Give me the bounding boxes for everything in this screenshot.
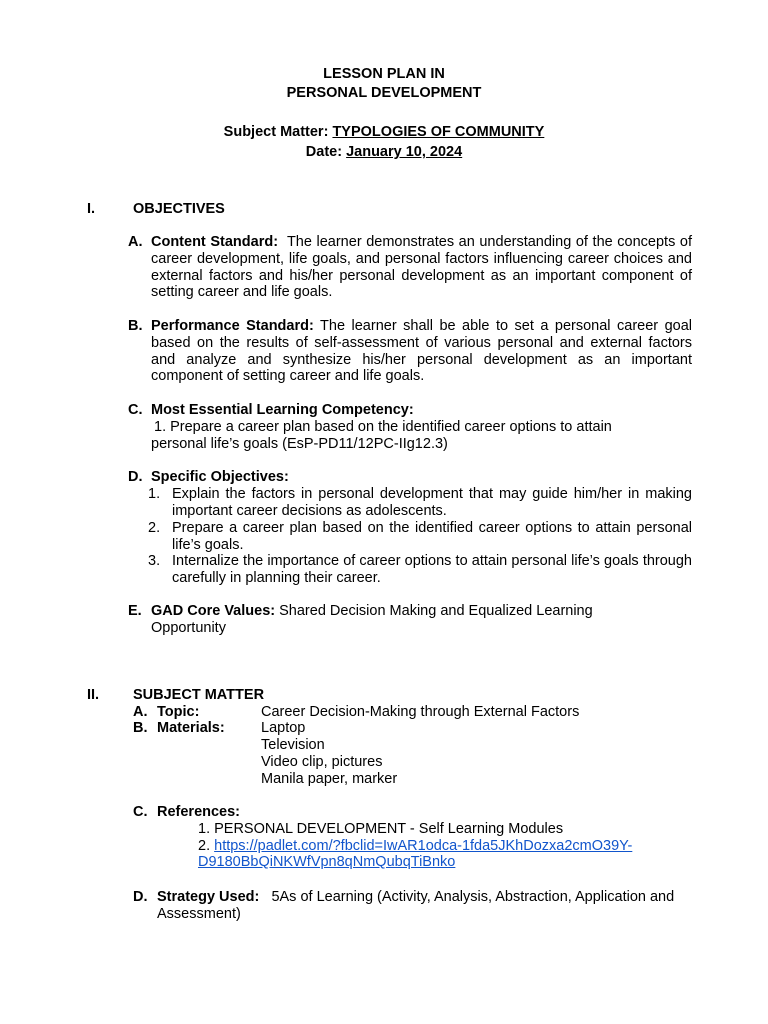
reference-1: 1. PERSONAL DEVELOPMENT - Self Learning Modules xyxy=(198,821,564,837)
performance-standard-label: Performance Standard: xyxy=(151,318,314,334)
strategy-marker: D. xyxy=(133,889,148,905)
date-value: January 10, 2024 xyxy=(346,144,463,160)
title-line-2: PERSONAL DEVELOPMENT xyxy=(286,85,482,101)
content-standard-label: Content Standard: xyxy=(151,234,279,250)
performance-standard-marker: B. xyxy=(128,318,143,334)
specific-objective-text-3: Internalize the importance of career options to attain personal life’s goals through carefully in planning their career. xyxy=(172,553,692,586)
performance-standard-text: The learner shall be able to set a personal career goal based on the results of self-assessment of various personal and external factors and analyze and synthesize his/her personal development as an important component of setting career and life goals. xyxy=(151,318,692,385)
content-standard-paragraph xyxy=(151,234,692,301)
title-line-1: LESSON PLAN IN xyxy=(323,66,445,82)
gad-marker: E. xyxy=(128,603,142,619)
topic-label: Topic: xyxy=(157,704,200,720)
strategy-label: Strategy Used: xyxy=(157,889,260,905)
subject-matter-line xyxy=(0,124,768,141)
specific-objectives-label: Specific Objectives: xyxy=(151,469,289,485)
topic-value: Career Decision-Making through External Factors xyxy=(261,704,580,720)
melc-marker: C. xyxy=(128,402,143,418)
melc-label: Most Essential Learning Competency: xyxy=(151,402,414,418)
gad-label: GAD Core Values: xyxy=(151,603,276,619)
reference-2-line-2 xyxy=(198,854,455,871)
specific-objective-num-1: 1. xyxy=(148,486,161,502)
date-line xyxy=(0,144,768,161)
references-marker: C. xyxy=(133,804,148,820)
melc-text: 1. Prepare a career plan based on the identified career options to attain personal life’s goals (EsP-PD11/12PC-IIg12.3) xyxy=(151,419,612,452)
specific-objective-text-2: Prepare a career plan based on the identified career options to attain personal life’s goals. xyxy=(172,520,692,553)
specific-objectives-marker: D. xyxy=(128,469,143,485)
material-item-manila: Manila paper, marker xyxy=(261,771,398,787)
strategy-paragraph xyxy=(157,889,692,923)
specific-objective-text-1: Explain the factors in personal development that may guide him/her in making important career decisions as adolescents. xyxy=(172,486,692,519)
references-label: References: xyxy=(157,804,241,820)
content-standard-marker: A. xyxy=(128,234,143,250)
specific-objective-num-2: 2. xyxy=(148,520,161,536)
material-item-television: Television xyxy=(261,737,325,753)
date-label: Date: xyxy=(305,144,343,160)
reference-2-line-1 xyxy=(198,838,632,855)
materials-marker: B. xyxy=(133,720,148,736)
content-standard-text: The learner demonstrates an understanding of the concepts of career development, life goals, and personal factors influencing career choices and external factors and his/her personal development as an important component of setting career and life goals. xyxy=(151,234,692,301)
objectives-numeral: I. xyxy=(87,201,96,217)
performance-standard-paragraph xyxy=(151,318,692,385)
reference-2-link-continued[interactable]: D9180BbQiNKWfVpn8qNmQubqTiBnko xyxy=(198,854,456,870)
specific-objective-num-3: 3. xyxy=(148,553,161,569)
subject-matter-label: Subject Matter: xyxy=(223,124,329,140)
strategy-text: 5As of Learning (Activity, Analysis, Abstraction, Application and Assessment) xyxy=(157,889,675,922)
topic-marker: A. xyxy=(133,704,148,720)
subject-matter-value: TYPOLOGIES OF COMMUNITY xyxy=(332,124,545,140)
materials-label: Materials: xyxy=(157,720,225,736)
subject-matter-numeral: II. xyxy=(87,687,100,703)
material-item-video: Video clip, pictures xyxy=(261,754,383,770)
reference-2-link[interactable]: https://padlet.com/?fbclid=IwAR1odca-1fda5JKhDozxa2cmO39Y- xyxy=(214,838,633,854)
gad-text: Shared Decision Making and Equalized Learning Opportunity xyxy=(151,603,593,636)
gad-paragraph xyxy=(151,603,641,637)
subject-matter-heading: SUBJECT MATTER xyxy=(133,687,265,703)
material-item-laptop: Laptop xyxy=(261,720,306,736)
reference-2-num: 2. xyxy=(198,838,211,854)
objectives-heading: OBJECTIVES xyxy=(133,201,225,217)
